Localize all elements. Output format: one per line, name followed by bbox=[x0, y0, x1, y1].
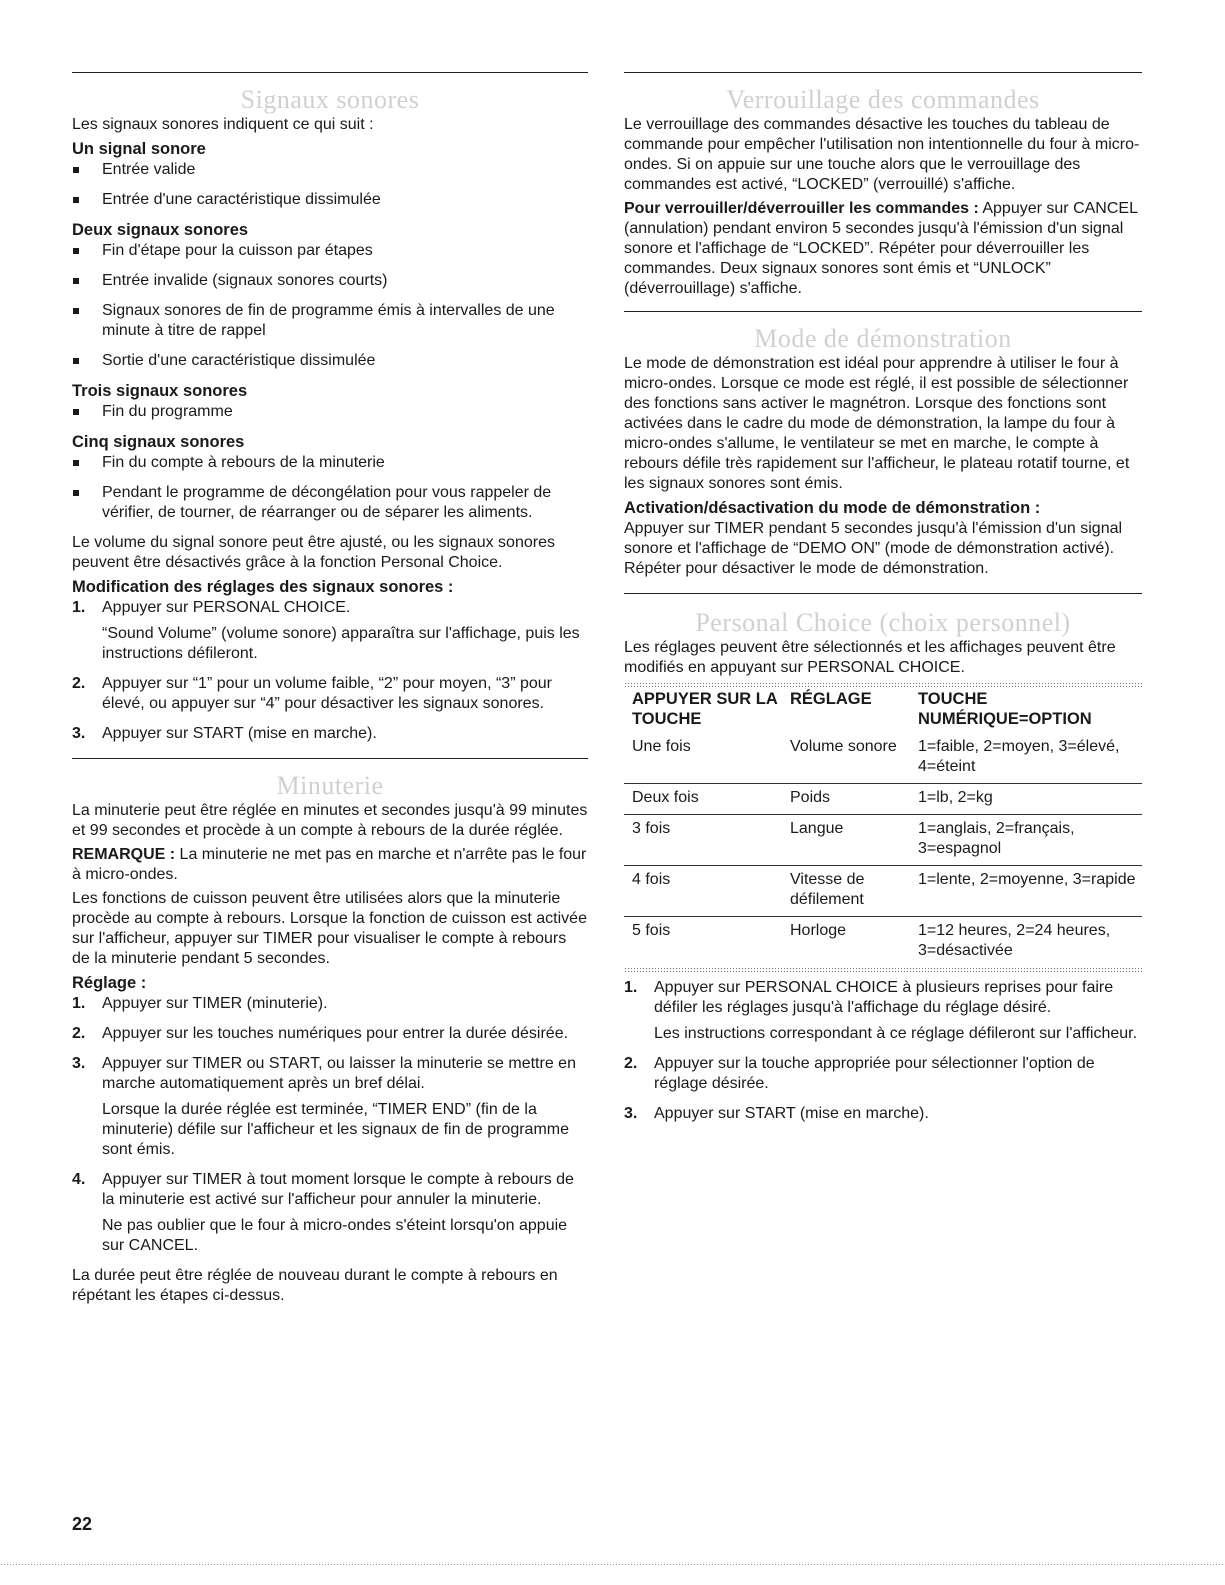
table-row bbox=[624, 917, 1142, 968]
reglage-heading: Réglage : bbox=[72, 974, 147, 992]
remarque-paragraph bbox=[72, 845, 588, 885]
minuterie-paragraph: La minuterie peut être réglée en minutes et secondes jusqu'à 99 minutes et 99 secondes et procède à un compte à rebours de la durée réglée. bbox=[72, 802, 588, 839]
table-cell: 4 fois bbox=[624, 866, 782, 917]
table-cell: 1=anglais, 2=français, 3=espagnol bbox=[910, 815, 1142, 866]
step-item bbox=[72, 1024, 588, 1044]
signal-bullet-list bbox=[72, 241, 588, 371]
signal-group-heading: Cinq signaux sonores bbox=[72, 433, 245, 451]
personal-intro: Les réglages peuvent être sélectionnés et les affichages peuvent être modifiés en appuyant sur PERSONAL CHOICE. bbox=[624, 639, 1116, 676]
bullet-item: Sortie d'une caractéristique dissimulée bbox=[72, 351, 588, 371]
signal-bullet-list bbox=[72, 402, 588, 422]
remarque-text: La minuterie ne met pas en marche et n'arrête pas le four à micro-ondes. bbox=[72, 846, 587, 883]
signal-group-heading: Deux signaux sonores bbox=[72, 221, 249, 239]
verrouillage-instructions bbox=[624, 199, 1142, 299]
personal-steps bbox=[624, 978, 1142, 1124]
bullet-item: Fin du compte à rebours de la minuterie bbox=[72, 453, 588, 473]
minuterie-closing: La durée peut être réglée de nouveau durant le compte à rebours en répétant les étapes ci-dessus. bbox=[72, 1267, 558, 1304]
step-number: 4. bbox=[72, 1171, 86, 1188]
signaux-intro: Les signaux sonores indiquent ce qui suit : bbox=[72, 116, 374, 133]
table-header-row bbox=[624, 687, 1142, 733]
table-row bbox=[624, 733, 1142, 784]
column-header: RÉGLAGE bbox=[790, 690, 872, 708]
step-number: 1. bbox=[72, 599, 86, 616]
page-bottom-edge bbox=[0, 1563, 1225, 1567]
step-item bbox=[72, 674, 588, 714]
bullet-item: Fin d'étape pour la cuisson par étapes bbox=[72, 241, 588, 261]
table-cell: Volume sonore bbox=[782, 733, 910, 784]
table-cell: 1=lente, 2=moyenne, 3=rapide bbox=[910, 866, 1142, 917]
table-cell: Horloge bbox=[790, 922, 847, 939]
verrouillage-paragraph: Le verrouillage des commandes désactive les touches du tableau de commande pour empêcher l'utilisation non intentionnelle du four à micro-ondes. Si on appuie sur une touche alors que le verrouillage des commandes est activé, “LOCKED” (verrouillé) s'affiche. bbox=[624, 116, 1140, 193]
step-item bbox=[72, 994, 588, 1014]
verrouillage-text: Appuyer sur CANCEL (annulation) pendant environ 5 secondes jusqu'à l'émission d'un signal sonore et l'affichage de “LOCKED”. Répéter pour déverrouiller les commandes. Deux signaux sonores sont émis et “UNLOCK” (déverrouillage) s'affiche. bbox=[624, 200, 1138, 297]
options-table-wrap bbox=[624, 682, 1142, 972]
column-header: TOUCHE NUMÉRIQUE=OPTION bbox=[918, 690, 1092, 728]
table-cell: Vitesse de défilement bbox=[782, 866, 910, 917]
signaux-title: Signaux sonores bbox=[240, 85, 420, 114]
section-divider bbox=[624, 593, 1142, 594]
step-number: 3. bbox=[72, 1055, 86, 1072]
table-row bbox=[624, 784, 1142, 815]
section-divider bbox=[72, 72, 588, 73]
left-column bbox=[72, 72, 588, 1310]
step-item bbox=[72, 1170, 588, 1256]
demo-activation-heading: Activation/désactivation du mode de démonstration : bbox=[624, 499, 1041, 517]
step-number: 1. bbox=[72, 995, 86, 1012]
minuterie-title: Minuterie bbox=[276, 771, 384, 800]
table-cell: 5 fois bbox=[632, 922, 671, 939]
table-cell: Poids bbox=[782, 784, 910, 815]
bullet-item: Signaux sonores de fin de programme émis à intervalles de une minute à titre de rappel bbox=[72, 301, 588, 341]
signal-group-heading: Trois signaux sonores bbox=[72, 382, 248, 400]
section-divider bbox=[72, 758, 588, 759]
signaux-steps bbox=[72, 598, 588, 744]
bullet-item: Pendant le programme de décongélation pour vous rappeler de vérifier, de tourner, de réarranger ou de séparer les aliments. bbox=[72, 483, 588, 523]
step-note: Les instructions correspondant à ce réglage défileront sur l'afficheur. bbox=[654, 1025, 1138, 1042]
table-cell: Deux fois bbox=[624, 784, 782, 815]
step-item bbox=[72, 598, 588, 664]
step-text: Appuyer sur TIMER à tout moment lorsque le compte à rebours de la minuterie est activé sur l'afficheur pour annuler la minuterie. bbox=[102, 1171, 574, 1208]
column-header: APPUYER SUR LA TOUCHE bbox=[632, 690, 778, 728]
page-number: 22 bbox=[72, 1514, 93, 1534]
step-text: Appuyer sur TIMER (minuterie). bbox=[102, 995, 328, 1012]
demo-title: Mode de démonstration bbox=[754, 324, 1012, 353]
step-number: 3. bbox=[72, 725, 86, 742]
step-text: Appuyer sur START (mise en marche). bbox=[654, 1105, 929, 1122]
step-note: Lorsque la durée réglée est terminée, “TIMER END” (fin de la minuterie) défile sur l'afficheur et les signaux de fin de programme sont émis. bbox=[102, 1101, 569, 1158]
signal-group-heading: Un signal sonore bbox=[72, 140, 206, 158]
demo-activation-text: Appuyer sur TIMER pendant 5 secondes jusqu'à l'émission d'un signal sonore et l'affichage de “DEMO ON” (mode de démonstration activé). Répéter pour désactiver le mode de démonstration. bbox=[624, 520, 1123, 577]
section-divider bbox=[624, 72, 1142, 73]
signal-bullet-list bbox=[72, 160, 588, 210]
table-cell: Une fois bbox=[624, 733, 782, 784]
step-text: Appuyer sur START (mise en marche). bbox=[102, 725, 377, 742]
minuterie-steps bbox=[72, 994, 588, 1256]
step-text: Appuyer sur TIMER ou START, ou laisser la minuterie se mettre en marche automatiquement après un bref délai. bbox=[102, 1055, 576, 1092]
signal-bullet-list bbox=[72, 453, 588, 523]
step-number: 2. bbox=[72, 1025, 86, 1042]
step-item bbox=[72, 724, 588, 744]
modif-heading: Modification des réglages des signaux sonores : bbox=[72, 578, 454, 596]
table-row bbox=[624, 866, 1142, 917]
table-cell: 1=lb, 2=kg bbox=[910, 784, 1142, 815]
step-number: 2. bbox=[72, 675, 86, 692]
step-text: Appuyer sur PERSONAL CHOICE. bbox=[102, 599, 351, 616]
step-number: 1. bbox=[624, 979, 638, 996]
table-cell: Langue bbox=[782, 815, 910, 866]
bullet-item: Fin du programme bbox=[72, 402, 588, 422]
step-number: 3. bbox=[624, 1105, 638, 1122]
verrouillage-label: Pour verrouiller/déverrouiller les commandes : bbox=[624, 200, 979, 217]
step-number: 2. bbox=[624, 1055, 638, 1072]
step-item bbox=[72, 1054, 588, 1160]
personal-title: Personal Choice (choix personnel) bbox=[695, 608, 1071, 637]
remarque-label: REMARQUE : bbox=[72, 846, 176, 863]
table-cell: 3 fois bbox=[624, 815, 782, 866]
bullet-item: Entrée valide bbox=[72, 160, 588, 180]
step-item bbox=[624, 1054, 1142, 1094]
signaux-groups bbox=[72, 139, 588, 523]
table-row bbox=[624, 815, 1142, 866]
right-column bbox=[624, 72, 1142, 1134]
step-item bbox=[624, 978, 1142, 1044]
demo-paragraph: Le mode de démonstration est idéal pour apprendre à utiliser le four à micro-ondes. Lorsque ce mode est réglé, il est possible de sélectionner des fonctions sans activer le magnétron. Lorsque des fonctions sont activées dans le cadre du mode de démonstration, la lampe du four à micro-ondes s'allume, le ventilateur se met en marche, le compte à rebours défile très rapidement sur l'afficheur, le plateau rotatif tourne, et les signaux sonores sont émis. bbox=[624, 355, 1130, 492]
step-text: Appuyer sur PERSONAL CHOICE à plusieurs reprises pour faire défiler les réglages jusqu'à l'affichage du réglage désiré. bbox=[654, 979, 1114, 1016]
table-cell: 1=12 heures, 2=24 heures, 3=désactivée bbox=[918, 922, 1111, 959]
minuterie-paragraph-2: Les fonctions de cuisson peuvent être utilisées alors que la minuterie procède au compte à rebours. Lorsque la fonction de cuisson est activée sur l'afficheur, appuyer sur TIMER pour visualiser le compte à rebours de la minuterie pendant 5 secondes. bbox=[72, 890, 587, 967]
step-item bbox=[624, 1104, 1142, 1124]
section-divider bbox=[624, 311, 1142, 312]
volume-paragraph: Le volume du signal sonore peut être ajusté, ou les signaux sonores peuvent être désactivés grâce à la fonction Personal Choice. bbox=[72, 534, 555, 571]
step-text: Appuyer sur “1” pour un volume faible, “2” pour moyen, “3” pour élevé, ou appuyer sur “4” pour désactiver les signaux sonores. bbox=[102, 675, 552, 712]
step-note: Ne pas oublier que le four à micro-ondes s'éteint lorsqu'on appuie sur CANCEL. bbox=[102, 1217, 568, 1254]
step-text: Appuyer sur les touches numériques pour entrer la durée désirée. bbox=[102, 1025, 569, 1042]
bullet-item: Entrée d'une caractéristique dissimulée bbox=[72, 190, 588, 210]
step-note: “Sound Volume” (volume sonore) apparaîtra sur l'affichage, puis les instructions défileront. bbox=[102, 625, 580, 662]
options-table bbox=[624, 687, 1142, 967]
bullet-item: Entrée invalide (signaux sonores courts) bbox=[72, 271, 588, 291]
table-cell: 1=faible, 2=moyen, 3=élevé, 4=éteint bbox=[910, 733, 1142, 784]
step-text: Appuyer sur la touche appropriée pour sélectionner l'option de réglage désirée. bbox=[654, 1055, 1095, 1092]
verrouillage-title: Verrouillage des commandes bbox=[726, 85, 1040, 114]
